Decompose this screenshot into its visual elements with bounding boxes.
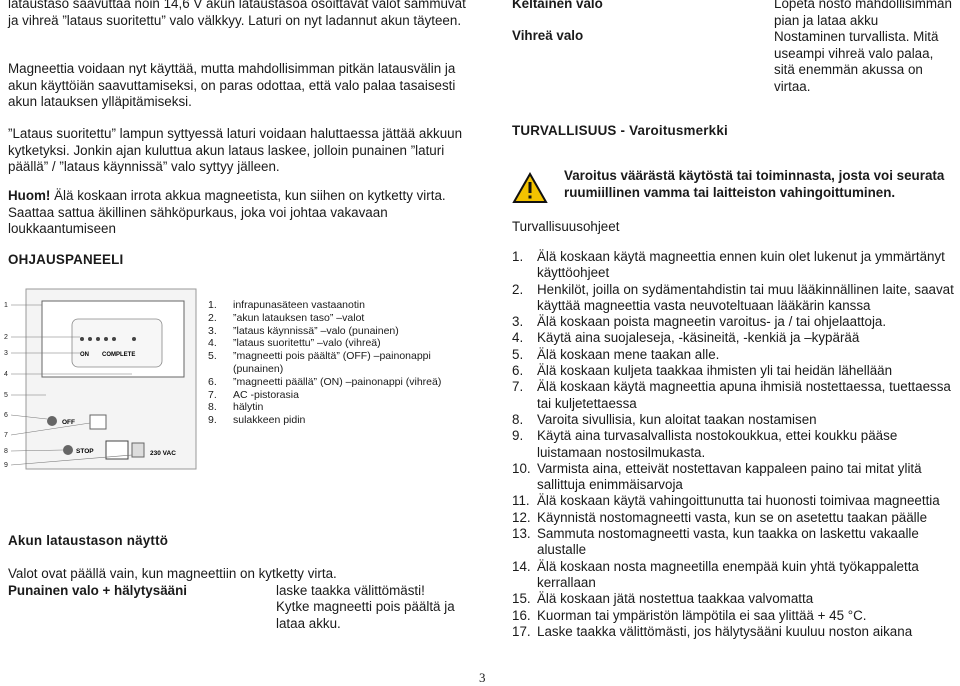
safety-rule-number: 8. (512, 411, 524, 427)
panel-legend-item (208, 363, 468, 376)
panel-legend-item (208, 401, 468, 414)
panel-legend-text: sulakkeen pidin (233, 414, 306, 427)
battery-display-heading: Akun lataustason näyttö (8, 533, 169, 548)
panel-legend-number: 8. (208, 401, 217, 414)
safety-rule-item (512, 461, 960, 494)
safety-rule-text: Sammuta nostomagneetti vasta, kun taakka on laskettu vakaalle alustalle (537, 526, 919, 558)
callout-1: 1 (4, 302, 8, 309)
safety-rule-item (512, 379, 960, 412)
panel-legend-item (208, 337, 468, 350)
off-button-icon (47, 416, 57, 426)
safety-rule-item (512, 624, 960, 640)
lights-intro: Valot ovat päällä vain, kun magneettiin on kytketty virta. (8, 566, 337, 581)
safety-rule-text: Varoita sivullisia, kun aloitat taakan nostamisen (537, 411, 817, 427)
stop-label: STOP (76, 448, 94, 455)
safety-rule-number: 14. (512, 558, 531, 574)
warning-label: Huom! (8, 188, 51, 203)
safety-rule-text: Älä koskaan kuljeta taakkaa ihmisten yli tai heidän lähellään (537, 363, 893, 379)
safety-rule-text: Henkilöt, joilla on sydämentahdistin tai muu lääkinnällinen laite, saavat käyttää magneettia vasta neuvoteltuaan lääkärin kanssa (537, 281, 954, 313)
panel-legend-item (208, 389, 468, 402)
panel-legend-number: 7. (208, 388, 217, 401)
panel-legend-text: ”lataus suoritettu” –valo (vihreä) (233, 337, 381, 350)
safety-rule-item (512, 608, 960, 624)
on-button-icon (90, 415, 106, 429)
green-light-label: Vihreä valo (512, 28, 584, 43)
safety-rule-number: 7. (512, 379, 524, 395)
intro-paragraph: lataustaso saavuttaa noin 14,6 V akun lataustasoa osoittavat valot sammuvat ja vihreä ”lataus suoritettu” valo välkkyy. Laturi on nyt ladannut akun täyteen. (8, 0, 466, 28)
safety-rule-text: Varmista aina, etteivät nostettavan kappaleen paino tai mitat ylitä sallittuja enimmäisarvoja (537, 460, 922, 493)
safety-rule-number: 11. (512, 493, 530, 509)
red-light-row (8, 583, 478, 633)
callout-7: 7 (4, 432, 8, 439)
safety-rule-item (512, 363, 960, 379)
panel-legend-text: infrapunasäteen vastaanotin (233, 299, 365, 311)
panel-legend-number: 2. (208, 311, 217, 324)
safety-rule-number: 12. (512, 509, 531, 525)
safety-rule-item (512, 428, 960, 461)
off-button-label: OFF (62, 419, 75, 426)
magnet-usage-paragraph: Magneettia voidaan nyt käyttää, mutta mahdollisimman pitkän latausvälin ja akun käyttöiän saavuttamiseksi, on paras odottaa, että valo palaa tasaisesti akun latauksen ylläpitämiseksi. (8, 61, 456, 109)
safety-rule-text: Käytä aina suojaleseja, -käsineitä, -kenkiä ja –kypärää (537, 330, 860, 346)
safety-rule-number: 3. (512, 314, 524, 330)
safety-rule-item (512, 282, 960, 315)
panel-legend-text: (punainen) (233, 362, 284, 375)
safety-rule-text: Älä koskaan poista magneetin varoitus- ja / tai ohjelaattoja. (537, 314, 887, 330)
panel-legend-number: 6. (208, 375, 217, 388)
safety-rule-number: 9. (512, 428, 524, 444)
safety-rule-item (512, 330, 960, 346)
safety-rule-number: 15. (512, 591, 531, 607)
safety-rule-text: Älä koskaan jätä nostettua taakkaa valvomatta (537, 591, 814, 607)
callout-5: 5 (4, 392, 8, 399)
yellow-light-text: Lopeta nosto mahdollisimman pian ja lataa akku (774, 0, 952, 28)
safety-rule-text: Älä koskaan nosta magneetilla enempää kuin yhtä työkappaletta kerrallaan (537, 558, 919, 590)
safety-rule-number: 5. (512, 346, 524, 362)
safety-rule-number: 13. (512, 526, 531, 542)
yellow-light-row (512, 0, 960, 29)
safety-rule-number: 10. (512, 460, 531, 476)
safety-rule-item (512, 249, 960, 282)
safety-rule-number: 6. (512, 363, 524, 379)
callout-9: 9 (4, 462, 8, 469)
safety-rule-number: 4. (512, 330, 524, 346)
control-panel-illustration (2, 283, 198, 471)
panel-legend-text: ”akun latauksen taso” –valot (233, 311, 365, 324)
safety-rule-text: Älä koskaan mene taakan alle. (537, 346, 720, 362)
control-panel-legend (208, 299, 468, 427)
panel-legend-number (208, 363, 233, 376)
safety-rule-item (512, 526, 960, 559)
safety-rule-item (512, 493, 960, 509)
panel-legend-item (208, 312, 468, 325)
safety-rule-item (512, 412, 960, 428)
safety-rule-text: Käynnistä nostomagneetti vasta, kun se on asetettu taakan päälle (537, 509, 928, 525)
panel-legend-number: 4. (208, 337, 217, 350)
panel-legend-item (208, 299, 468, 312)
red-light-action-1: laske taakka välittömästi! (276, 582, 425, 598)
charge-complete-paragraph: ”Lataus suoritettu” lampun syttyessä laturi voidaan haluttaessa jättää akkuun kytketyksi. Jonkin ajan kuluttua akun lataus laskee, jolloin punainen ”laturi päällä” / ”lataus käynnissä” valo syttyy jälleen. (8, 126, 463, 174)
safety-rule-item (512, 510, 960, 526)
control-panel-heading: OHJAUSPANEELI (8, 252, 124, 267)
safety-rule-item (512, 559, 960, 592)
panel-legend-text: hälytin (233, 401, 264, 414)
panel-legend-item (208, 350, 468, 363)
safety-rule-number: 17. (512, 623, 531, 639)
safety-rule-text: Älä koskaan käytä magneettia ennen kuin olet lukenut ja ymmärtänyt käyttöohjeet (537, 249, 945, 281)
safety-rule-text: Älä koskaan käytä magneettia apuna ihmisiä nostettaessa, tuettaessa tai kuljetettaessa (537, 379, 951, 411)
callout-2: 2 (4, 334, 8, 341)
complete-indicator-label: COMPLETE (102, 352, 136, 358)
panel-legend-number: 1. (208, 299, 217, 311)
panel-legend-item (208, 414, 468, 427)
on-indicator-label: ON (80, 352, 89, 358)
warning-sign-text: Varoitus väärästä käytöstä tai toiminnasta, josta voi seurata ruumiillinen vamma tai laitteiston vahingoittuminen. (564, 168, 945, 200)
panel-legend-number: 5. (208, 350, 217, 363)
red-light-action-2: Kytke magneetti pois päältä ja lataa akku. (276, 599, 455, 631)
green-light-row (512, 29, 960, 95)
panel-legend-text: AC -pistorasia (233, 388, 299, 401)
warning-paragraph (8, 188, 478, 238)
panel-legend-text: ”lataus käynnissä” –valo (punainen) (233, 324, 399, 337)
safety-rules-list (512, 249, 960, 640)
page-number: 3 (479, 670, 486, 685)
vac-label: 230 VAC (150, 450, 176, 457)
safety-rule-text: Käytä aina turvasalvallista nostokoukkua, ettei koukku pääse luistamaan nostosilmukasta. (537, 428, 898, 460)
panel-legend-text: ”magneetti päällä” (ON) –painonappi (vihreä) (233, 375, 442, 388)
safety-rule-item (512, 314, 960, 330)
fuse-holder-icon (132, 443, 144, 457)
red-light-action (276, 583, 478, 633)
panel-legend-item (208, 376, 468, 389)
safety-rule-text: Älä koskaan käytä vahingoittunutta tai huonosti toimivaa magneettia (537, 493, 940, 509)
safety-rule-text: Laske taakka välittömästi, jos hälytysääni kuuluu noston aikana (537, 623, 913, 639)
warning-triangle-icon (512, 172, 548, 204)
red-light-label: Punainen valo + hälytysääni (8, 582, 187, 598)
green-light-text: Nostaminen turvallista. Mitä useampi vihreä valo palaa, sitä enemmän akussa on virtaa. (774, 29, 939, 94)
safety-rule-number: 1. (512, 249, 524, 264)
callout-3: 3 (4, 350, 8, 357)
callout-6: 6 (4, 412, 8, 419)
panel-legend-item (208, 325, 468, 338)
yellow-light-label: Keltainen valo (512, 0, 603, 11)
panel-legend-number: 3. (208, 324, 217, 337)
warning-sign-block (512, 168, 960, 204)
safety-guidelines-heading: Turvallisuusohjeet (512, 219, 620, 234)
safety-heading: TURVALLISUUS - Varoitusmerkki (512, 123, 728, 138)
light-status-table (512, 0, 960, 95)
battery-lights-section (8, 566, 478, 632)
safety-rule-number: 16. (512, 607, 531, 623)
panel-legend-number: 9. (208, 414, 217, 427)
warning-text: Älä koskaan irrota akkua magneetista, kun siihen on kytketty virta. Saattaa sattua äkillinen sähköpurkaus, joka voi johtaa vakavaan loukkaantumiseen (8, 188, 446, 236)
panel-legend-text: ”magneetti pois päältä” (OFF) –painonappi (233, 350, 431, 363)
safety-rule-item (512, 347, 960, 363)
safety-rule-item (512, 591, 960, 607)
callout-4: 4 (4, 371, 8, 378)
safety-rule-number: 2. (512, 281, 524, 297)
safety-rule-text: Kuorman tai ympäristön lämpötila ei saa ylittää + 45 °C. (537, 607, 867, 623)
stop-button-icon (63, 445, 73, 455)
callout-8: 8 (4, 448, 8, 455)
